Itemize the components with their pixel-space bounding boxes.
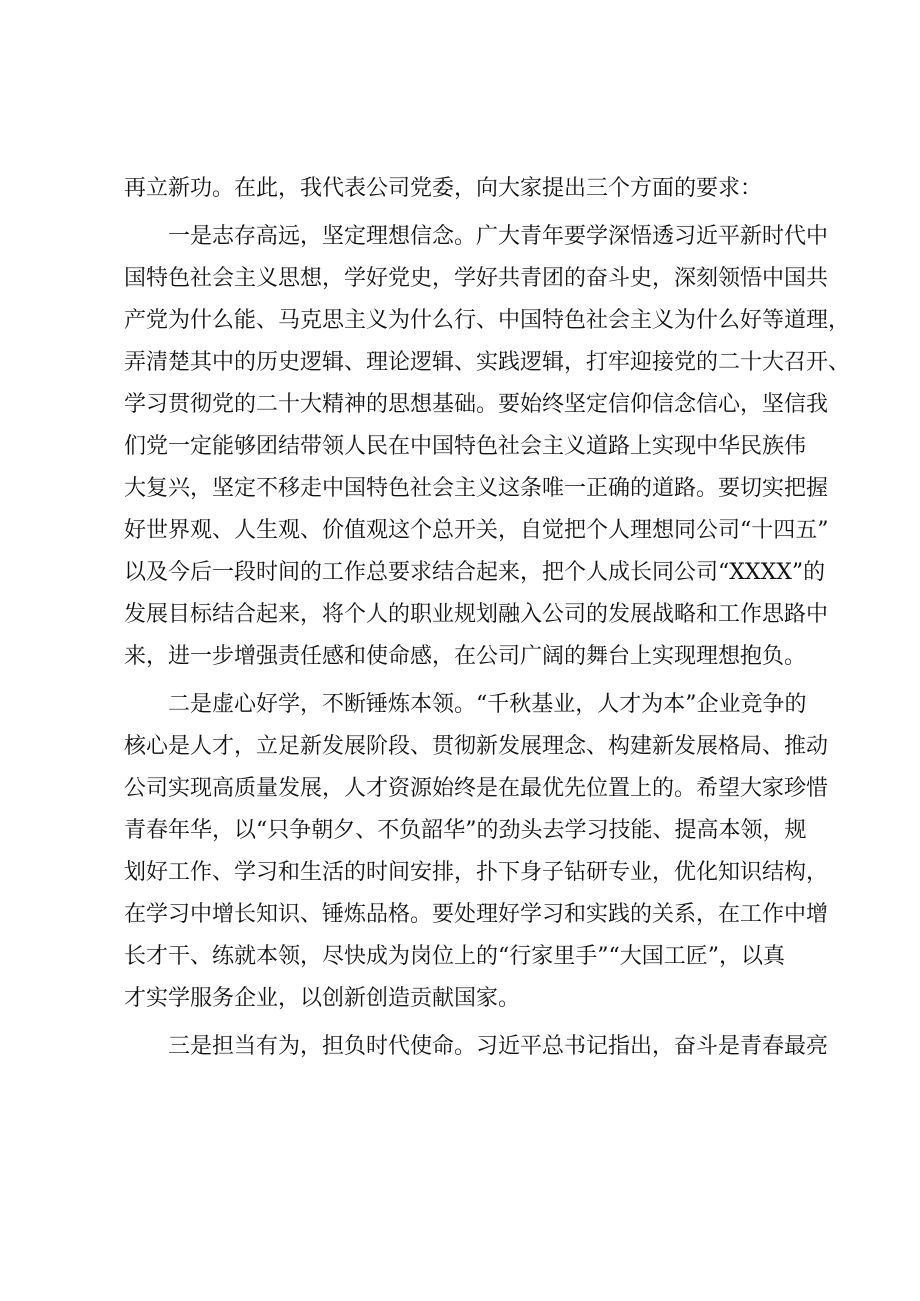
paragraph-p1 — [124, 216, 851, 678]
paragraph-line: 学习贯彻党的二十大精神的思想基础。要始终坚定信仰信念信心，坚信我 — [124, 392, 829, 417]
paragraph-line: 再立新功。在此，我代表公司党委，向大家提出三个方面的要求： — [124, 176, 763, 201]
paragraph-line: 长才干、练就本领，尽快成为岗位上的“行家里手”“大国工匠”，以真 — [124, 944, 785, 969]
paragraph-line: 产党为什么能、马克思主义为什么行、中国特色社会主义为什么好等道理， — [124, 308, 851, 333]
paragraph-line: 青春年华，以“只争朝夕、不负韶华”的劲头去学习技能、提高本领，规 — [124, 818, 807, 843]
paragraph-line: 三是担当有为，担负时代使命。习近平总书记指出，奋斗是青春最亮 — [168, 1034, 829, 1059]
paragraph-line: 在学习中增长知识、锤炼品格。要处理好学习和实践的关系，在工作中增 — [124, 902, 829, 927]
paragraph-line: 发展目标结合起来，将个人的职业规划融入公司的发展战略和工作思路中 — [124, 602, 829, 627]
paragraph-line: 划好工作、学习和生活的时间安排，扑下身子钻研专业，优化知识结构， — [124, 860, 829, 885]
paragraph-p3 — [124, 1026, 829, 1068]
document-body — [124, 168, 851, 1068]
paragraph-line: 核心是人才，立足新发展阶段、贯彻新发展理念、构建新发展格局、推动 — [124, 734, 829, 759]
paragraph-line: 弄清楚其中的历史逻辑、理论逻辑、实践逻辑，打牢迎接党的二十大召开、 — [124, 350, 851, 375]
paragraph-line: 大复兴，坚定不移走中国特色社会主义这条唯一正确的道路。要切实把握 — [124, 476, 829, 501]
paragraph-line: 来，进一步增强责任感和使命感，在公司广阔的舞台上实现理想抱负。 — [124, 644, 807, 669]
paragraph-p2 — [124, 684, 829, 1020]
paragraph-line: 以及今后一段时间的工作总要求结合起来，把个人成长同公司“XXXX”的 — [124, 560, 826, 585]
paragraph-line: 一是志存高远，坚定理想信念。广大青年要学深悟透习近平新时代中 — [168, 224, 829, 249]
paragraph-line: 二是虚心好学，不断锤炼本领。“千秋基业，人才为本”企业竞争的 — [168, 692, 807, 717]
paragraph-line: 好世界观、人生观、价值观这个总开关，自觉把个人理想同公司“十四五” — [124, 518, 829, 543]
paragraph-line: 国特色社会主义思想，学好党史，学好共青团的奋斗史，深刻领悟中国共 — [124, 266, 829, 291]
paragraph-line: 才实学服务企业，以创新创造贡献国家。 — [124, 986, 521, 1011]
paragraph-intro — [124, 168, 824, 210]
paragraph-line: 公司实现高质量发展，人才资源始终是在最优先位置上的。希望大家珍惜 — [124, 776, 829, 801]
paragraph-line: 们党一定能够团结带领人民在中国特色社会主义道路上实现中华民族伟 — [124, 434, 807, 459]
